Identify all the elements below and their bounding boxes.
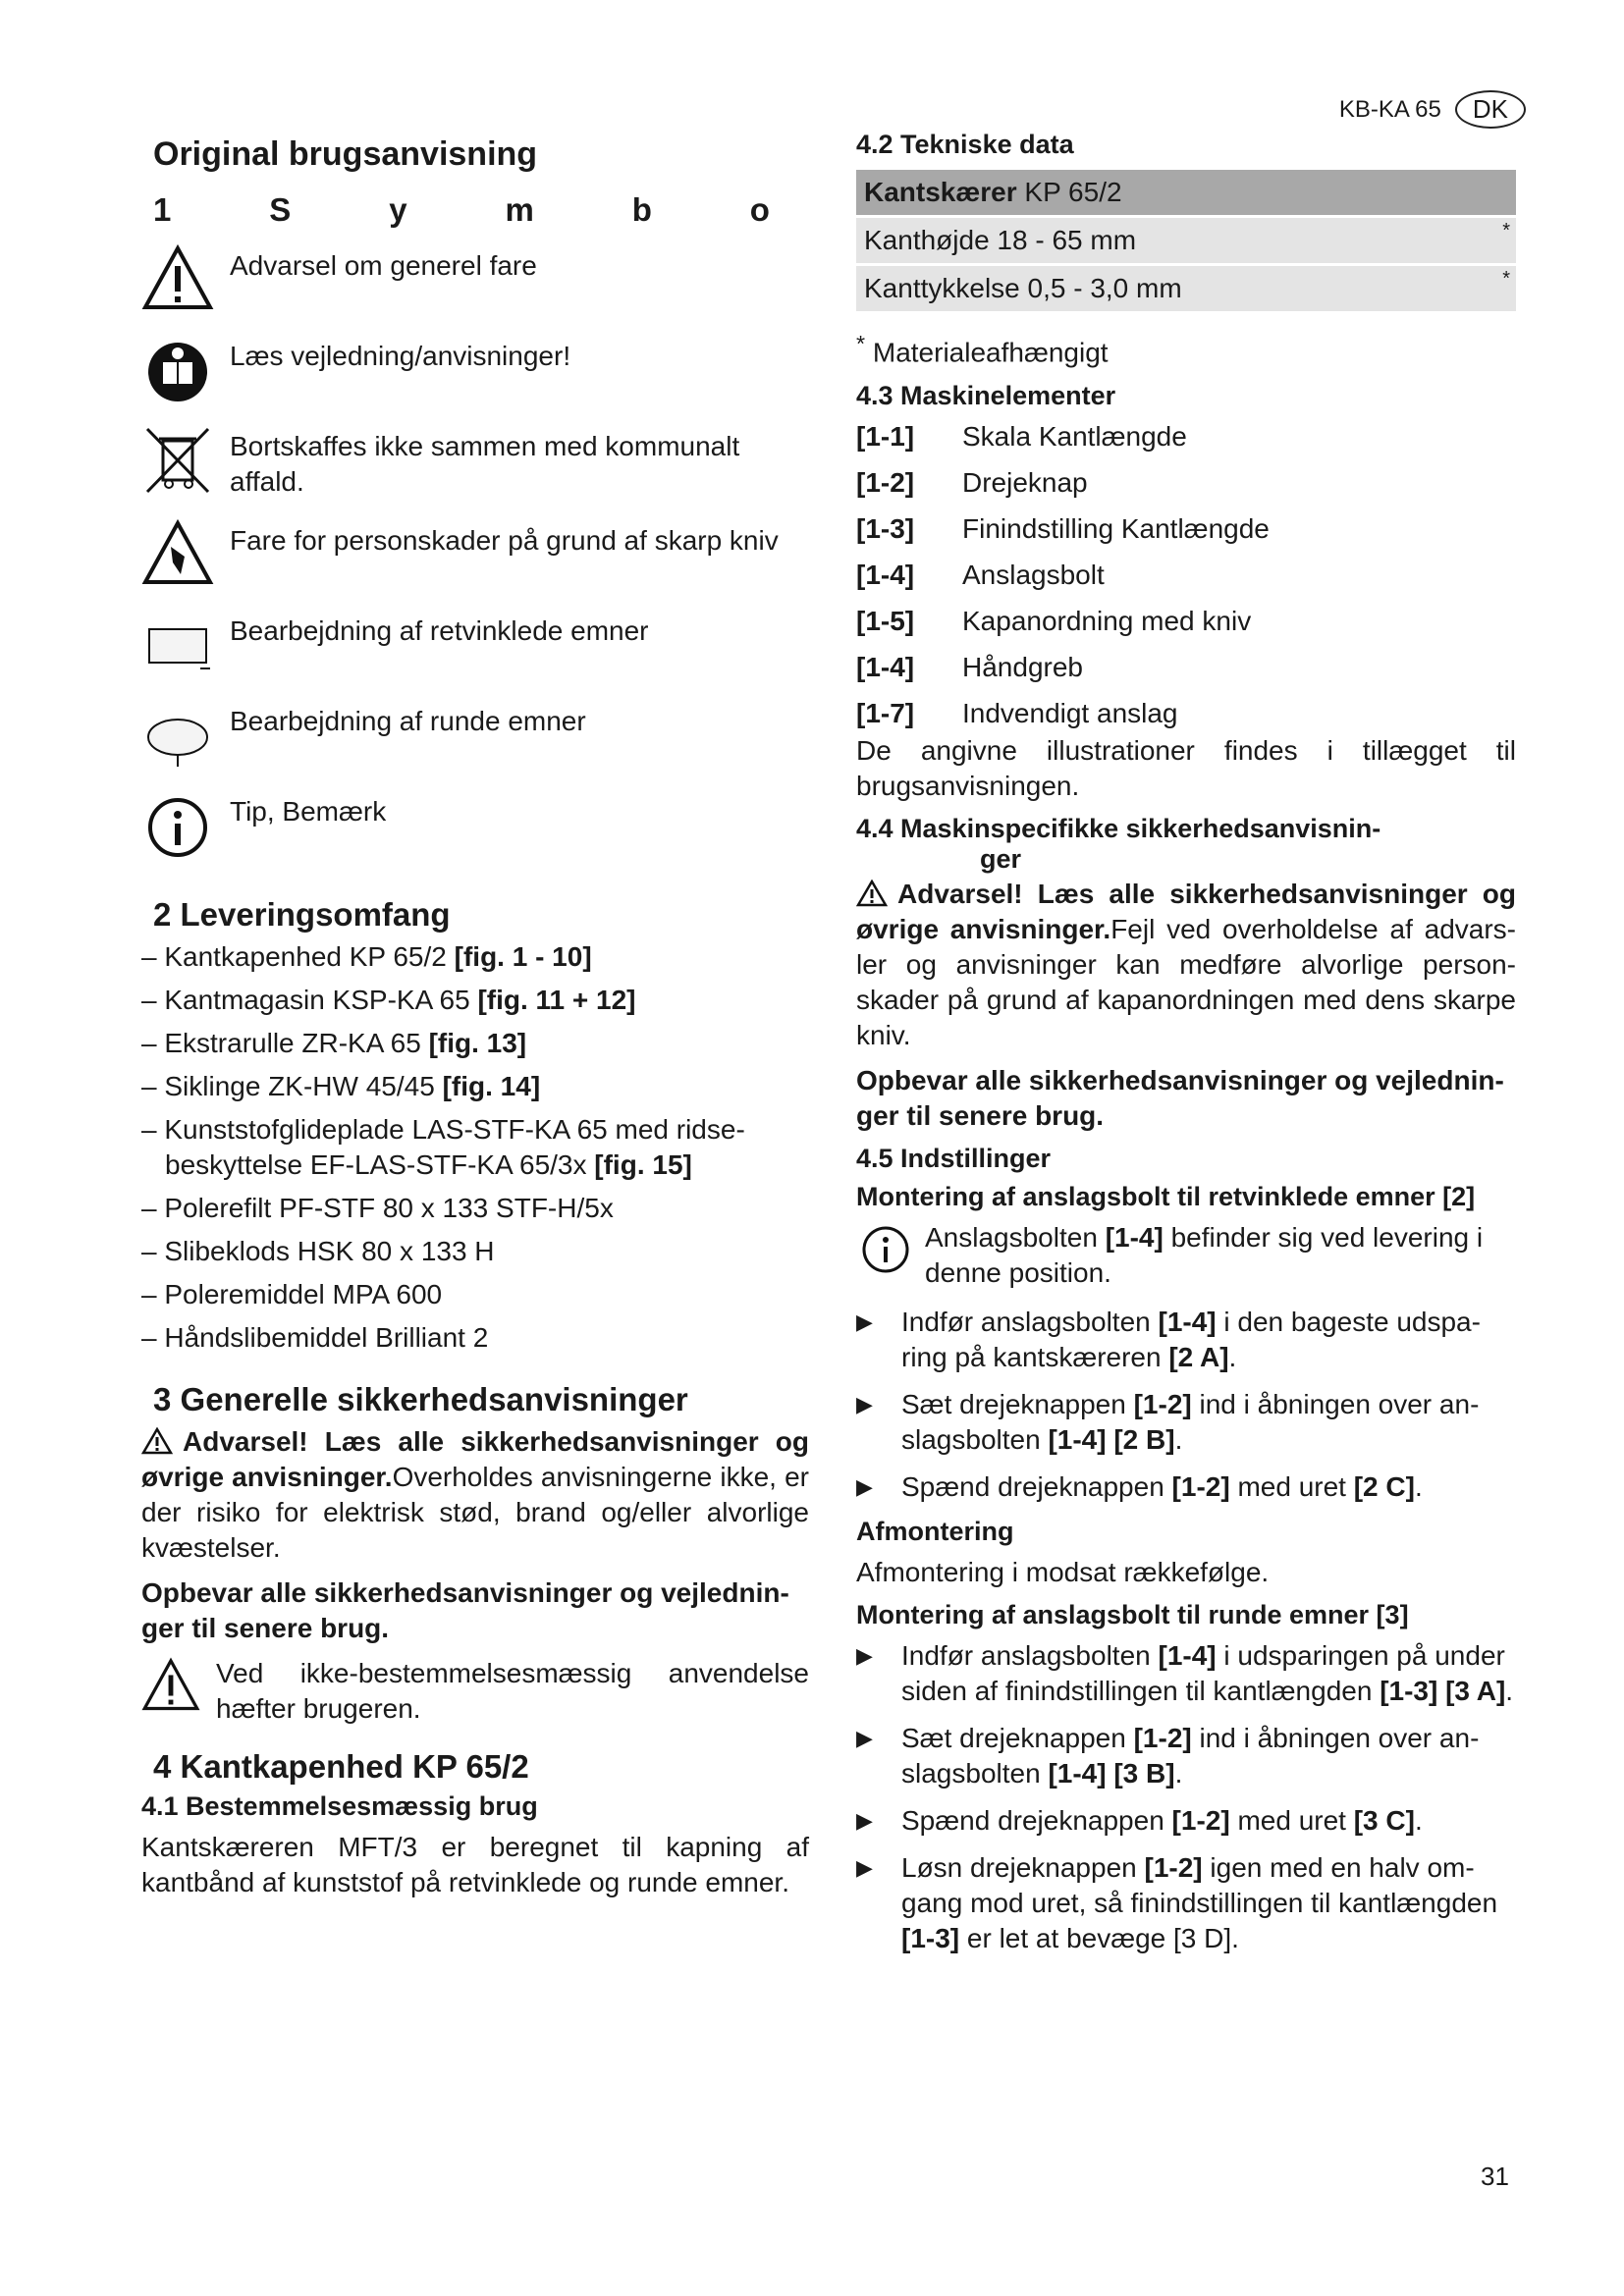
heading-letter: m xyxy=(505,191,534,228)
weee-bin-icon xyxy=(141,423,214,496)
doc-code: KB-KA 65 xyxy=(1338,95,1441,123)
list-item: ▶ Løsn drejeknappen [1-2] igen med en halv omgang mod uret, så finindstillingen til kantlængden [1-3] er let at bevæge [3 D]. xyxy=(856,1850,1516,1956)
table-row xyxy=(856,265,1516,312)
list-item: – Ekstrarulle ZR-KA 65 [fig. 13] xyxy=(141,1028,527,1058)
symbol-row xyxy=(141,242,809,315)
info-icon xyxy=(856,1220,915,1279)
symbol-label: Fare for personskader på grund af skarp kniv xyxy=(230,525,779,556)
dismount-heading: Afmontering xyxy=(856,1517,1014,1547)
left-column xyxy=(141,128,809,1910)
symbol-label: Advarsel om generel fare xyxy=(230,250,537,281)
mount-round-steps xyxy=(856,1638,1516,1956)
machine-elements-list xyxy=(856,419,1516,731)
list-item: [1-2] Drejeknap xyxy=(856,467,1088,499)
list-item: – Kantmagasin KSP-KA 65 [fig. 11 + 12] xyxy=(141,985,636,1015)
list-item: – Slibeklods HSK 80 x 133 H xyxy=(141,1236,495,1266)
step-arrow-icon: ▶ xyxy=(856,1855,873,1881)
table-cell: Kanthøjde 18 - 65 mm * xyxy=(856,217,1516,265)
rectangular-workpiece-icon xyxy=(141,608,214,680)
technical-data-table xyxy=(856,170,1516,311)
list-item: – Kantkapenhed KP 65/2 [fig. 1 - 10] xyxy=(141,941,592,972)
country-badge: DK xyxy=(1455,90,1526,129)
symbol-row xyxy=(141,423,809,500)
table-row xyxy=(856,217,1516,265)
general-warning-icon xyxy=(141,242,214,315)
list-item: [1-7] Indvendigt anslag xyxy=(856,698,1178,729)
symbol-label: Tip, Bemærk xyxy=(230,796,387,827)
mount-rect-heading: Montering af anslagsbolt til retvinklede emner [2] xyxy=(856,1182,1476,1212)
list-item: ▶ Indfør anslagsbolten [1-4] i udsparingen på under siden af finindstillingen til kantlængden [1-3] [3 A]. xyxy=(856,1638,1516,1709)
symbol-label: Bortskaffes ikke sammen med kommunalt affald. xyxy=(230,431,740,497)
keep-instructions-notice: Opbevar alle sikkerhedsanvisninger og vejledninger til senere brug. xyxy=(141,1577,789,1643)
illustrations-note: De angivne illustrationer findes i tillægget til brugsanvisningen. xyxy=(856,735,1516,802)
table-header-row xyxy=(856,170,1516,217)
liability-notice xyxy=(141,1656,809,1727)
section-4-4-heading: 4.4 Maskinspecifikke sikkerhedsanvisnin- ger xyxy=(856,814,1381,875)
step-arrow-icon: ▶ xyxy=(856,1808,873,1834)
heading-letter: b xyxy=(631,191,652,228)
symbol-row xyxy=(141,333,809,405)
symbol-label: Bearbejdning af runde emner xyxy=(230,706,586,736)
list-item: [1-3] Finindstilling Kantlængde xyxy=(856,513,1270,545)
page-number: 31 xyxy=(1481,2162,1509,2191)
delivery-position-note: Anslagsbolten [1-4] befinder sig ved levering i denne position. xyxy=(856,1220,1516,1291)
symbol-label: Bearbejdning af retvinklede emner xyxy=(230,615,649,646)
section-4-heading: 4 Kantkapenhed KP 65/2 xyxy=(153,1748,529,1785)
heading-letter: y xyxy=(389,191,407,228)
heading-letter: S xyxy=(269,191,292,228)
right-column xyxy=(856,128,1516,1968)
section-4-2-heading: 4.2 Tekniske data xyxy=(856,130,1074,159)
list-item: – Poleremiddel MPA 600 xyxy=(141,1279,443,1309)
list-item: – Håndslibemiddel Brilliant 2 xyxy=(141,1322,489,1353)
list-item: [1-1] Skala Kantlængde xyxy=(856,421,1187,453)
list-item: [1-4] Håndgreb xyxy=(856,652,1083,683)
round-workpiece-icon xyxy=(141,698,214,771)
sharp-knife-warning-icon xyxy=(141,517,214,590)
general-warning-icon xyxy=(141,1656,200,1715)
info-icon xyxy=(141,788,214,861)
step-arrow-icon: ▶ xyxy=(856,1309,873,1335)
dismount-text: Afmontering i modsat rækkefølge. xyxy=(856,1557,1270,1588)
document-title: Original brugsanvisning xyxy=(153,135,538,173)
general-warning-paragraph: Advarsel! Læs alle sikkerhedsanvisninger og øvrige anvisninger.Overholdes anvisningerne ikke, er der risiko for elektrisk stød, brand og/eller alvorlige kvæstelser. xyxy=(141,1426,809,1563)
intended-use-text: Kantskæreren MFT/3 er beregnet til kapning af kantbånd af kunststof på retvinklede og runde emner. xyxy=(141,1832,809,1897)
keep-instructions-notice: Opbevar alle sikkerhedsanvisninger og vejledninger til senere brug. xyxy=(856,1065,1504,1132)
machine-warning-paragraph: Advarsel! Læs alle sikkerhedsanvisninger og øvrige anvisninger.Fejl ved overholdelse af advarsler og anvisninger kan medføre alvorlige personskader på grund af kapanordningen med dens skarpe kniv. xyxy=(856,879,1516,1051)
step-arrow-icon: ▶ xyxy=(856,1643,873,1669)
list-item: – Polerefilt PF-STF 80 x 133 STF-H/5x xyxy=(141,1193,614,1223)
liability-text: Ved ikke-bestemmelsesmæssig anvendelse hæfter brugeren. xyxy=(216,1658,809,1724)
symbol-row xyxy=(141,608,809,680)
section-4-1-heading: 4.1 Bestemmelsesmæssig brug xyxy=(141,1791,538,1821)
table-footnote: * Materialeafhængigt xyxy=(856,331,1109,368)
table-cell: Kanttykkelse 0,5 - 3,0 mm * xyxy=(856,265,1516,312)
warning-icon xyxy=(141,1427,173,1455)
step-arrow-icon: ▶ xyxy=(856,1392,873,1417)
list-item: ▶ Indfør anslagsbolten [1-4] i den bageste udsparing på kantskæreren [2 A]. xyxy=(856,1305,1516,1375)
list-item: [1-4] Anslagsbolt xyxy=(856,560,1105,591)
list-item: ▶ Sæt drejeknappen [1-2] ind i åbningen over anslagsbolten [1-4] [3 B]. xyxy=(856,1721,1516,1791)
section-2-heading: 2 Leveringsomfang xyxy=(153,896,451,933)
symbol-label: Læs vejledning/anvisninger! xyxy=(230,341,571,371)
read-manual-icon xyxy=(141,333,214,405)
mount-round-heading: Montering af anslagsbolt til runde emner [3] xyxy=(856,1600,1409,1630)
section-3-heading: 3 Generelle sikkerhedsanvisninger xyxy=(153,1381,688,1417)
scope-list xyxy=(141,939,809,1356)
section-1-heading xyxy=(153,191,770,229)
list-item: [1-5] Kapanordning med kniv xyxy=(856,606,1252,637)
list-item: ▶ Spænd drejeknappen [1-2] med uret [3 C]. xyxy=(856,1803,1516,1839)
list-item: – Siklinge ZK-HW 45/45 [fig. 14] xyxy=(141,1071,541,1101)
page-header xyxy=(1339,90,1526,129)
symbol-row xyxy=(141,517,809,590)
heading-letter: o xyxy=(749,191,770,228)
step-arrow-icon: ▶ xyxy=(856,1474,873,1500)
symbol-row xyxy=(141,788,809,861)
mount-rect-steps xyxy=(856,1305,1516,1505)
list-item: ▶ Spænd drejeknappen [1-2] med uret [2 C]. xyxy=(856,1469,1516,1505)
list-item: – Kunststofglideplade LAS-STF-KA 65 med ridsebeskyttelse EF-LAS-STF-KA 65/3x [fig. 15] xyxy=(141,1114,745,1180)
list-item: ▶ Sæt drejeknappen [1-2] ind i åbningen over anslagsbolten [1-4] [2 B]. xyxy=(856,1387,1516,1458)
section-4-3-heading: 4.3 Maskinelementer xyxy=(856,381,1116,411)
table-header-cell: Kantskærer KP 65/2 xyxy=(856,170,1516,217)
step-arrow-icon: ▶ xyxy=(856,1726,873,1751)
symbol-row xyxy=(141,698,809,771)
section-1-number: 1 xyxy=(153,191,172,228)
section-4-5-heading: 4.5 Indstillinger xyxy=(856,1144,1052,1174)
warning-icon xyxy=(856,880,888,907)
